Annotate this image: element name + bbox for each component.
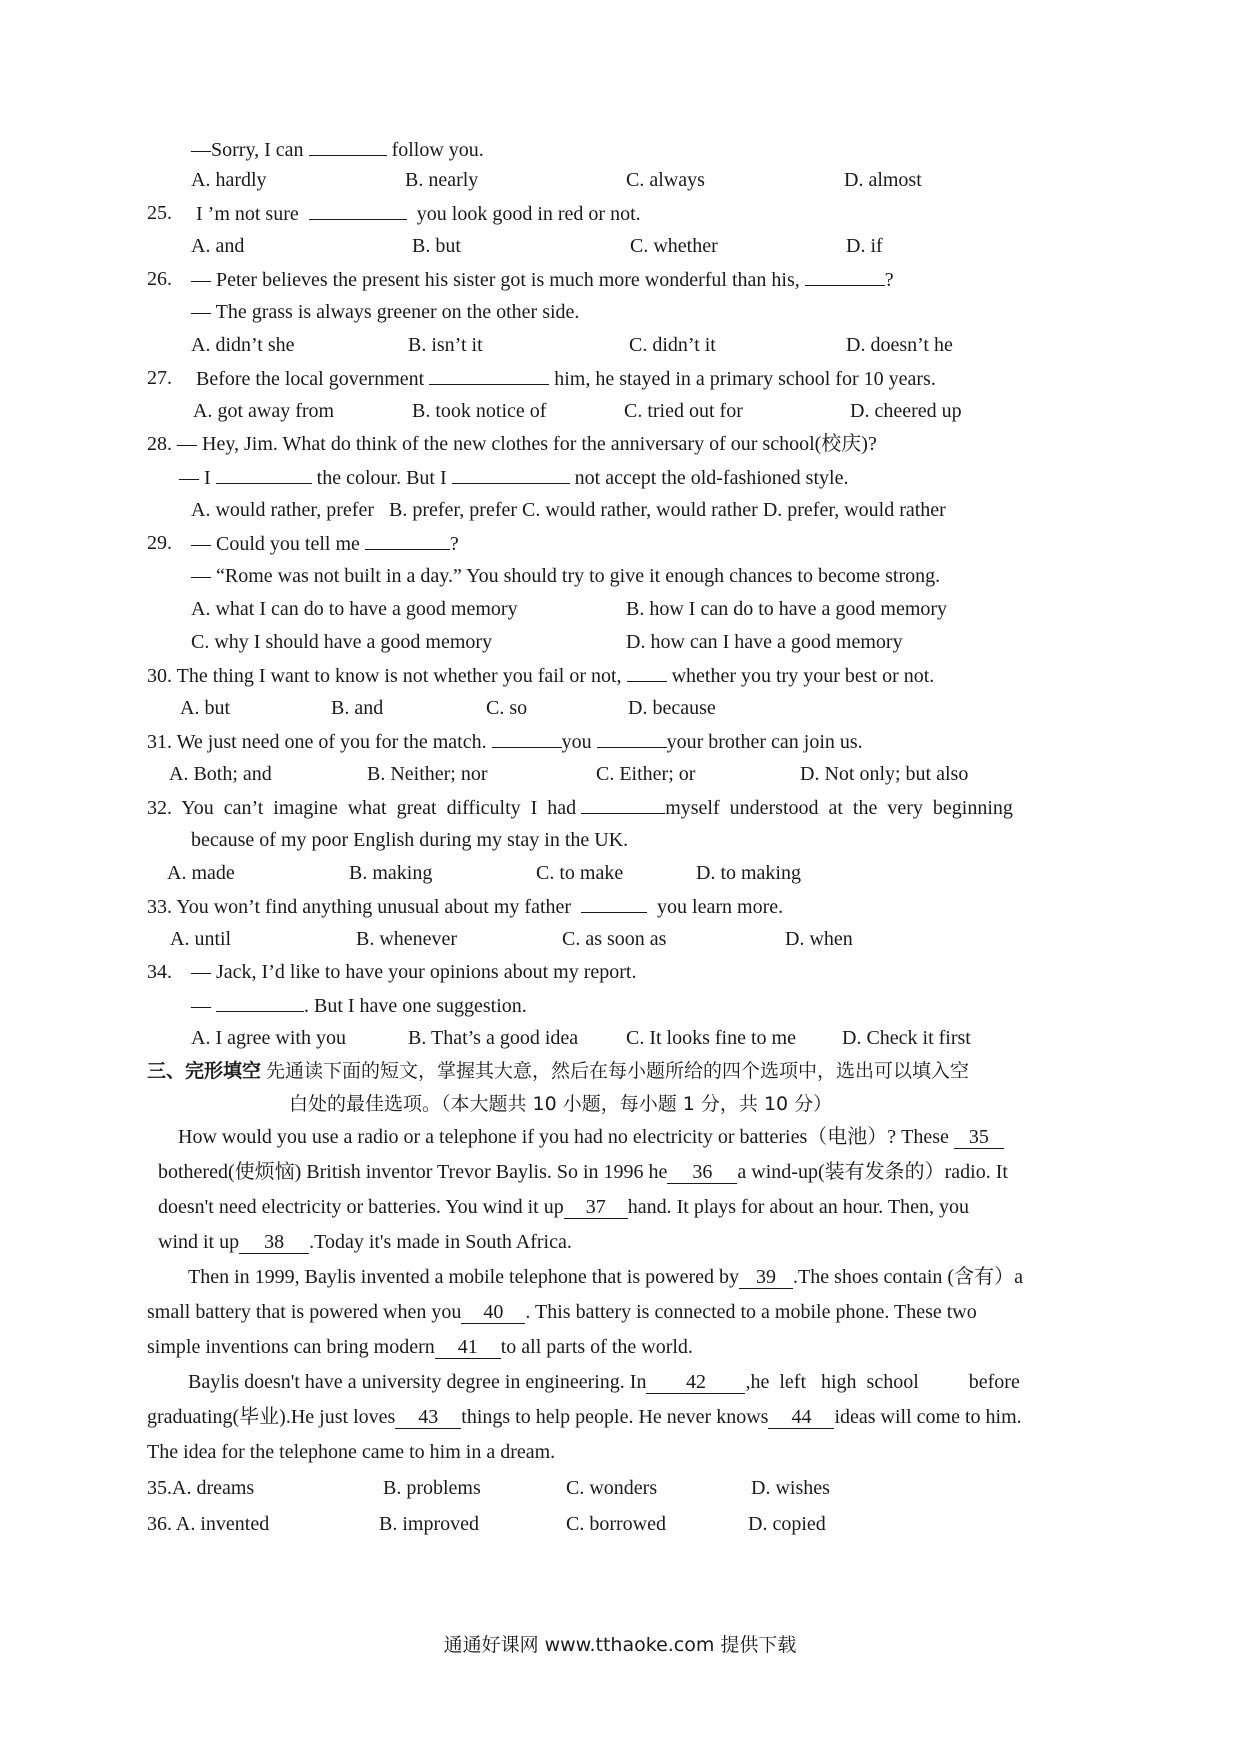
q25-option-a: A. and (191, 235, 245, 257)
q30-option-d: D. because (628, 697, 716, 719)
passage-text: graduating(毕业).He just loves (147, 1406, 396, 1428)
page-footer: 通通好课网 www.tthaoke.com 提供下载 (443, 1634, 797, 1656)
passage-p1-line1 (178, 1125, 1004, 1149)
q30-option-b: B. and (331, 697, 384, 719)
passage-text: Baylis doesn't have a university degree in engineering. In (188, 1371, 647, 1393)
q31-option-b: B. Neither; nor (367, 763, 488, 785)
q35-option-d: D. wishes (751, 1477, 830, 1499)
q30-text-a: 30. The thing I want to know is not whether you fail or not, (147, 665, 622, 687)
q32-option-d: D. to making (696, 862, 801, 884)
q31-text-a: 31. We just need one of you for the match. (147, 731, 487, 753)
q31-blank-1 (492, 729, 562, 748)
q31-stem (147, 729, 863, 754)
q29-line2: — “Rome was not built in a day.” You should try to give it enough chances to become strong. (191, 565, 941, 587)
q24-option-c: C. always (626, 169, 705, 191)
q28-text-a: — I (179, 467, 211, 489)
q30-option-c: C. so (486, 697, 528, 719)
q27-blank (429, 366, 549, 385)
q32-option-a: A. made (167, 862, 235, 884)
passage-p3-line2 (147, 1405, 1022, 1429)
q25-blank (309, 201, 407, 220)
passage-text: .Today it's made in South Africa. (309, 1231, 572, 1253)
q31-option-c: C. Either; or (596, 763, 696, 785)
passage-text: .The shoes contain (含有）a (793, 1266, 1023, 1288)
q24-text-b: follow you. (391, 139, 484, 161)
passage-text: hand. It plays for about an hour. Then, you (627, 1196, 969, 1218)
passage-text: small battery that is powered when you (147, 1301, 462, 1323)
passage-p1-line4 (158, 1230, 572, 1254)
q24-option-d: D. almost (844, 169, 922, 191)
passage-text: simple inventions can bring modern (147, 1336, 435, 1358)
q35-option-a: 35.A. dreams (147, 1477, 255, 1499)
passage-text: How would you use a radio or a telephone if you had no electricity or batteries（电池）? These (178, 1126, 949, 1148)
q27-option-b: B. took notice of (412, 400, 547, 422)
q26-number: 26. (147, 268, 172, 290)
q25-option-d: D. if (846, 235, 883, 257)
q28-line1: 28. — Hey, Jim. What do think of the new clothes for the anniversary of our school(校庆)? (147, 433, 877, 455)
q34-text-b: . But I have one suggestion. (304, 995, 527, 1017)
q32-line2: because of my poor English during my stay in the UK. (191, 829, 629, 851)
q30-stem (147, 663, 934, 688)
section-3-header (147, 1059, 969, 1083)
q31-text-b: you (561, 731, 592, 753)
q25-text-a: I ’m not sure (196, 203, 299, 225)
q31-option-d: D. Not only; but also (800, 763, 969, 785)
q27-option-a: A. got away from (193, 400, 335, 422)
q26-option-a: A. didn’t she (191, 334, 295, 356)
q36-option-d: D. copied (748, 1513, 826, 1535)
passage-p2-line3 (147, 1335, 693, 1359)
q32-option-b: B. making (349, 862, 433, 884)
q25-number: 25. (147, 202, 172, 224)
passage-p3-line3: The idea for the telephone came to him in a dream. (147, 1441, 556, 1463)
q33-stem (147, 894, 783, 919)
q28-text-c: not accept the old-fashioned style. (574, 467, 849, 489)
q25-option-c: C. whether (630, 235, 718, 257)
q29-blank (365, 531, 450, 550)
section-3-instruction-1: 先通读下面的短文，掌握其大意，然后在每小题所给的四个选项中，选出可以填入空 (266, 1060, 970, 1082)
q28-line2 (179, 465, 848, 490)
blank-38: 38 (239, 1231, 309, 1254)
q36-option-b: B. improved (379, 1513, 479, 1535)
q32-stem (147, 795, 1013, 820)
blank-43: 43 (395, 1406, 461, 1429)
q27-option-d: D. cheered up (850, 400, 962, 422)
q34-option-c: C. It looks fine to me (626, 1027, 796, 1049)
q25-stem (196, 201, 641, 226)
q33-option-c: C. as soon as (562, 928, 667, 950)
q29-text-b: ? (449, 533, 459, 555)
q26-line2: — The grass is always greener on the other side. (191, 301, 580, 323)
q33-blank (581, 894, 647, 913)
q26-option-c: C. didn’t it (629, 334, 716, 356)
passage-text: a wind-up(装有发条的）radio. It (737, 1161, 1008, 1183)
q29-number: 29. (147, 532, 172, 554)
q24-text-a: —Sorry, I can (191, 139, 304, 161)
blank-35: 35 (954, 1126, 1004, 1149)
passage-text: things to help people. He never knows (461, 1406, 769, 1428)
q25-text-b: you look good in red or not. (416, 203, 641, 225)
q24-blank (309, 137, 387, 156)
q36-option-c: C. borrowed (566, 1513, 666, 1535)
q24-option-b: B. nearly (405, 169, 479, 191)
passage-text: wind it up (158, 1231, 240, 1253)
q31-text-c: your brother can join us. (666, 731, 863, 753)
q34-option-b: B. That’s a good idea (408, 1027, 579, 1049)
q29-option-b: B. how I can do to have a good memory (626, 598, 948, 620)
q29-option-a: A. what I can do to have a good memory (191, 598, 518, 620)
q33-option-d: D. when (785, 928, 853, 950)
passage-text: . This battery is connected to a mobile phone. These two (525, 1301, 977, 1323)
q34-blank (216, 993, 304, 1012)
q27-text-a: Before the local government (196, 368, 425, 390)
q24-line (191, 137, 484, 162)
blank-36: 36 (667, 1161, 737, 1184)
q34-number: 34. (147, 961, 172, 983)
q29-text-a: — Could you tell me (191, 533, 360, 555)
passage-text: ,he left high school before (745, 1371, 1020, 1393)
q28-options: A. would rather, prefer B. prefer, prefer C. would rather, would rather D. prefer, would rather (191, 499, 946, 521)
q29-option-c: C. why I should have a good memory (191, 631, 493, 653)
section-3-instruction-2: 白处的最佳选项。（本大题共 10 小题，每小题 1 分，共 10 分） (289, 1093, 833, 1115)
passage-p2-line2 (147, 1300, 977, 1324)
q32-blank (581, 795, 665, 814)
passage-p1-line2 (158, 1160, 1008, 1184)
q24-option-a: A. hardly (191, 169, 267, 191)
q35-option-c: C. wonders (566, 1477, 658, 1499)
q34-option-a: A. I agree with you (191, 1027, 346, 1049)
passage-text: Then in 1999, Baylis invented a mobile telephone that is powered by (188, 1266, 739, 1288)
q28-blank-1 (216, 465, 312, 484)
blank-42: 42 (646, 1371, 745, 1394)
blank-44: 44 (768, 1406, 834, 1429)
q26-line1 (191, 267, 894, 292)
passage-text: bothered(使烦恼) British inventor Trevor Baylis. So in 1996 he (158, 1161, 668, 1183)
passage-p3-line1 (188, 1370, 1020, 1394)
passage-text: doesn't need electricity or batteries. You wind it up (158, 1196, 564, 1218)
blank-41: 41 (435, 1336, 501, 1359)
blank-37: 37 (564, 1196, 628, 1219)
q29-line1 (191, 531, 459, 556)
q28-blank-2 (452, 465, 570, 484)
passage-p2-line1 (188, 1265, 1023, 1289)
q26-option-d: D. doesn’t he (846, 334, 953, 356)
passage-p1-line3 (158, 1195, 969, 1219)
q26-option-b: B. isn’t it (408, 334, 483, 356)
q30-option-a: A. but (180, 697, 230, 719)
q30-text-b: whether you try your best or not. (671, 665, 935, 687)
q27-text-b: him, he stayed in a primary school for 10 years. (554, 368, 936, 390)
q27-stem (196, 366, 936, 391)
q34-option-d: D. Check it first (842, 1027, 971, 1049)
blank-39: 39 (739, 1266, 793, 1289)
q32-text-b: myself understood at the very beginning (665, 797, 1013, 819)
q26-text-b: ? (884, 269, 894, 291)
q32-text-a: 32. You can’t imagine what great difficulty I had (147, 797, 577, 819)
q26-text-a: — Peter believes the present his sister got is much more wonderful than his, (191, 269, 800, 291)
q27-option-c: C. tried out for (624, 400, 743, 422)
q27-number: 27. (147, 367, 172, 389)
q33-option-a: A. until (170, 928, 232, 950)
q34-line1: — Jack, I’d like to have your opinions about my report. (191, 961, 637, 983)
q28-text-b: the colour. But I (316, 467, 447, 489)
blank-40: 40 (461, 1301, 525, 1324)
q33-text-a: 33. You won’t find anything unusual about my father (147, 896, 572, 918)
passage-text: to all parts of the world. (500, 1336, 693, 1358)
q33-option-b: B. whenever (356, 928, 458, 950)
q29-option-d: D. how can I have a good memory (626, 631, 903, 653)
q33-text-b: you learn more. (657, 896, 784, 918)
q31-blank-2 (597, 729, 667, 748)
passage-text: ideas will come to him. (834, 1406, 1022, 1428)
q31-option-a: A. Both; and (169, 763, 272, 785)
q30-blank (627, 663, 667, 682)
q26-blank (805, 267, 885, 286)
q32-option-c: C. to make (536, 862, 624, 884)
q34-text-a: — (191, 995, 211, 1017)
q34-line2 (191, 993, 527, 1018)
section-3-title: 三、完形填空 (147, 1060, 262, 1082)
q25-option-b: B. but (412, 235, 461, 257)
q36-option-a: 36. A. invented (147, 1513, 270, 1535)
q35-option-b: B. problems (383, 1477, 481, 1499)
